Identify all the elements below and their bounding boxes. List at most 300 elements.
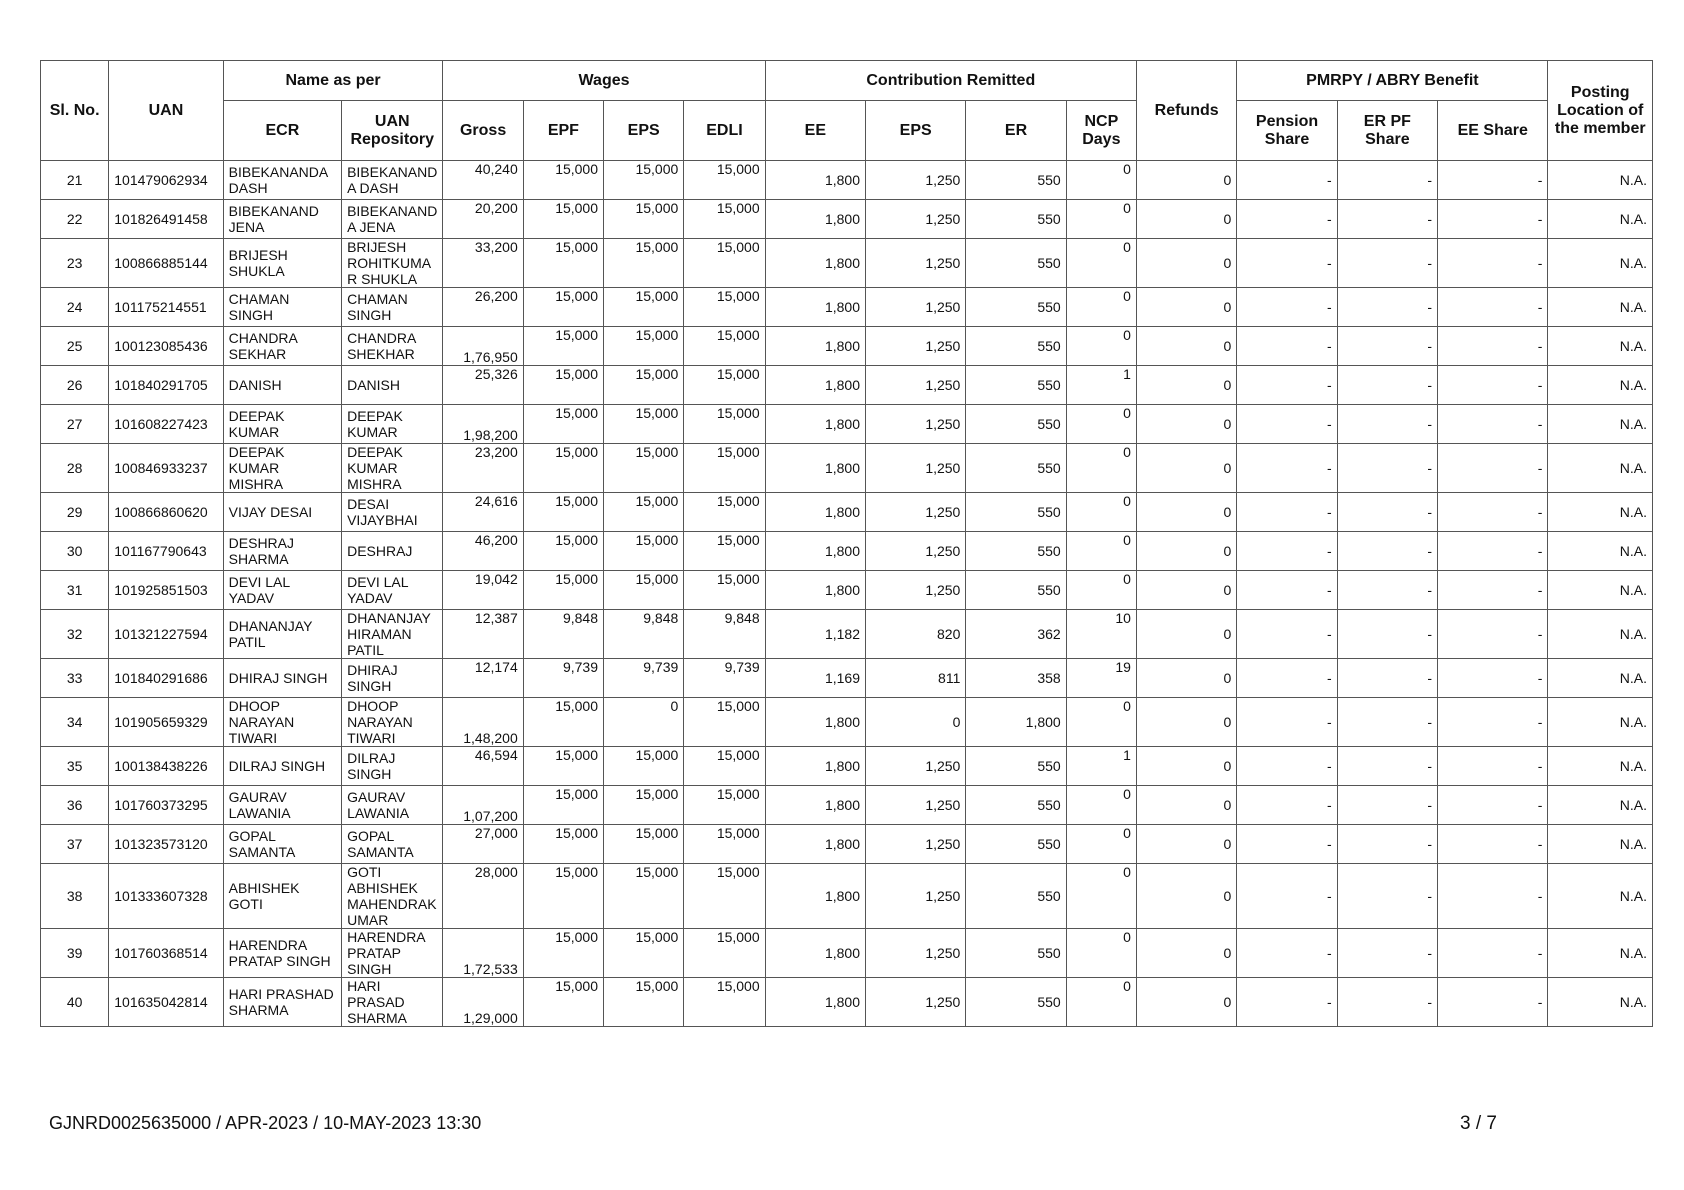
uan-cell: 101840291686 — [109, 659, 223, 698]
pension-share-cell: - — [1237, 239, 1337, 288]
er-pf-share-cell: - — [1337, 698, 1437, 747]
table-row — [41, 532, 1653, 571]
pension-share-cell: - — [1237, 610, 1337, 659]
sl-no-cell: 33 — [41, 659, 109, 698]
edli-wages-cell: 15,000 — [684, 200, 765, 239]
epf-wages-cell: 15,000 — [523, 532, 603, 571]
refunds-cell: 0 — [1136, 366, 1236, 405]
header-uan: UAN — [109, 61, 223, 161]
sl-no-cell: 21 — [41, 161, 109, 200]
epf-wages-cell: 15,000 — [523, 786, 603, 825]
eps-wages-cell: 0 — [604, 698, 684, 747]
pension-share-cell: - — [1237, 659, 1337, 698]
pension-share-cell: - — [1237, 161, 1337, 200]
eps-contribution-cell: 1,250 — [866, 327, 966, 366]
ee-share-cell: - — [1438, 978, 1548, 1027]
er-pf-share-cell: - — [1337, 610, 1437, 659]
table-row — [41, 161, 1653, 200]
sl-no-cell: 31 — [41, 571, 109, 610]
epf-wages-cell: 9,739 — [523, 659, 603, 698]
ee-contribution-cell: 1,800 — [765, 366, 865, 405]
ecr-name-cell: GOPAL SAMANTA — [223, 825, 341, 864]
refunds-cell: 0 — [1136, 327, 1236, 366]
gross-wages-cell: 1,29,000 — [443, 978, 523, 1027]
eps-contribution-cell: 1,250 — [866, 161, 966, 200]
page-number: 3 / 7 — [1460, 1113, 1497, 1134]
uan-cell: 101323573120 — [109, 825, 223, 864]
ee-share-cell: - — [1438, 571, 1548, 610]
uan-repository-name-cell: DHIRAJ SINGH — [342, 659, 443, 698]
eps-contribution-cell: 1,250 — [866, 747, 966, 786]
table-row — [41, 825, 1653, 864]
eps-wages-cell: 15,000 — [604, 929, 684, 978]
eps-contribution-cell: 1,250 — [866, 200, 966, 239]
uan-cell: 101479062934 — [109, 161, 223, 200]
footer-reference: GJNRD0025635000 / APR-2023 / 10-MAY-2023 13:30 — [49, 1113, 482, 1133]
ee-contribution-cell: 1,182 — [765, 610, 865, 659]
edli-wages-cell: 15,000 — [684, 532, 765, 571]
table-row — [41, 327, 1653, 366]
ee-share-cell: - — [1438, 747, 1548, 786]
ee-contribution-cell: 1,800 — [765, 200, 865, 239]
er-pf-share-cell: - — [1337, 288, 1437, 327]
ee-contribution-cell: 1,800 — [765, 786, 865, 825]
header-ee: EE — [765, 101, 865, 161]
posting-location-cell: N.A. — [1548, 200, 1653, 239]
ee-contribution-cell: 1,800 — [765, 405, 865, 444]
sl-no-cell: 32 — [41, 610, 109, 659]
er-pf-share-cell: - — [1337, 200, 1437, 239]
ee-contribution-cell: 1,800 — [765, 532, 865, 571]
uan-cell: 101167790643 — [109, 532, 223, 571]
eps-wages-cell: 15,000 — [604, 327, 684, 366]
pension-share-cell: - — [1237, 825, 1337, 864]
table-row — [41, 929, 1653, 978]
uan-cell: 100866885144 — [109, 239, 223, 288]
uan-cell: 101840291705 — [109, 366, 223, 405]
edli-wages-cell: 9,739 — [684, 659, 765, 698]
refunds-cell: 0 — [1136, 659, 1236, 698]
eps-wages-cell: 15,000 — [604, 405, 684, 444]
ee-share-cell: - — [1438, 327, 1548, 366]
pension-share-cell: - — [1237, 747, 1337, 786]
ncp-days-cell: 1 — [1066, 366, 1136, 405]
uan-cell: 101321227594 — [109, 610, 223, 659]
uan-repository-name-cell: GOPAL SAMANTA — [342, 825, 443, 864]
uan-repository-name-cell: DHOOP NARAYAN TIWARI — [342, 698, 443, 747]
table-row — [41, 493, 1653, 532]
ee-share-cell: - — [1438, 405, 1548, 444]
ee-share-cell: - — [1438, 929, 1548, 978]
pension-share-cell: - — [1237, 288, 1337, 327]
eps-contribution-cell: 1,250 — [866, 532, 966, 571]
ecr-name-cell: DILRAJ SINGH — [223, 747, 341, 786]
sl-no-cell: 22 — [41, 200, 109, 239]
gross-wages-cell: 23,200 — [443, 444, 523, 493]
uan-cell: 101635042814 — [109, 978, 223, 1027]
uan-cell: 101175214551 — [109, 288, 223, 327]
ee-share-cell: - — [1438, 864, 1548, 929]
posting-location-cell: N.A. — [1548, 366, 1653, 405]
sl-no-cell: 23 — [41, 239, 109, 288]
posting-location-cell: N.A. — [1548, 532, 1653, 571]
uan-cell: 101826491458 — [109, 200, 223, 239]
ee-share-cell: - — [1438, 200, 1548, 239]
edli-wages-cell: 15,000 — [684, 366, 765, 405]
ecr-name-cell: BIBEKANAND JENA — [223, 200, 341, 239]
ecr-name-cell: HARENDRA PRATAP SINGH — [223, 929, 341, 978]
sl-no-cell: 28 — [41, 444, 109, 493]
ecr-name-cell: DEEPAK KUMAR — [223, 405, 341, 444]
gross-wages-cell: 1,07,200 — [443, 786, 523, 825]
eps-contribution-cell: 1,250 — [866, 366, 966, 405]
pension-share-cell: - — [1237, 366, 1337, 405]
edli-wages-cell: 15,000 — [684, 825, 765, 864]
ncp-days-cell: 0 — [1066, 571, 1136, 610]
eps-contribution-cell: 1,250 — [866, 405, 966, 444]
eps-wages-cell: 15,000 — [604, 978, 684, 1027]
posting-location-cell: N.A. — [1548, 929, 1653, 978]
ecr-name-cell: ABHISHEK GOTI — [223, 864, 341, 929]
eps-wages-cell: 15,000 — [604, 864, 684, 929]
er-contribution-cell: 550 — [966, 444, 1066, 493]
epf-wages-cell: 15,000 — [523, 200, 603, 239]
ee-contribution-cell: 1,800 — [765, 571, 865, 610]
ecr-name-cell: GAURAV LAWANIA — [223, 786, 341, 825]
ncp-days-cell: 0 — [1066, 698, 1136, 747]
refunds-cell: 0 — [1136, 978, 1236, 1027]
eps-contribution-cell: 1,250 — [866, 571, 966, 610]
header-eps-wages: EPS — [604, 101, 684, 161]
eps-contribution-cell: 0 — [866, 698, 966, 747]
posting-location-cell: N.A. — [1548, 493, 1653, 532]
eps-contribution-cell: 1,250 — [866, 493, 966, 532]
uan-cell: 100138438226 — [109, 747, 223, 786]
header-name-as-per: Name as per — [223, 61, 443, 101]
sl-no-cell: 34 — [41, 698, 109, 747]
refunds-cell: 0 — [1136, 532, 1236, 571]
pension-share-cell: - — [1237, 786, 1337, 825]
posting-location-cell: N.A. — [1548, 610, 1653, 659]
gross-wages-cell: 28,000 — [443, 864, 523, 929]
ncp-days-cell: 0 — [1066, 493, 1136, 532]
uan-cell: 101905659329 — [109, 698, 223, 747]
epf-wages-cell: 15,000 — [523, 571, 603, 610]
eps-wages-cell: 15,000 — [604, 747, 684, 786]
header-er-pf-share: ER PF Share — [1337, 101, 1437, 161]
gross-wages-cell: 19,042 — [443, 571, 523, 610]
ecr-name-cell: DESHRAJ SHARMA — [223, 532, 341, 571]
posting-location-cell: N.A. — [1548, 327, 1653, 366]
refunds-cell: 0 — [1136, 444, 1236, 493]
uan-cell: 101760373295 — [109, 786, 223, 825]
table-row — [41, 698, 1653, 747]
sl-no-cell: 25 — [41, 327, 109, 366]
eps-contribution-cell: 820 — [866, 610, 966, 659]
ee-contribution-cell: 1,800 — [765, 493, 865, 532]
header-er: ER — [966, 101, 1066, 161]
er-pf-share-cell: - — [1337, 444, 1437, 493]
ecr-name-cell: DEEPAK KUMAR MISHRA — [223, 444, 341, 493]
eps-contribution-cell: 1,250 — [866, 978, 966, 1027]
er-contribution-cell: 550 — [966, 327, 1066, 366]
edli-wages-cell: 15,000 — [684, 929, 765, 978]
pension-share-cell: - — [1237, 978, 1337, 1027]
ee-contribution-cell: 1,800 — [765, 444, 865, 493]
header-ncp-days: NCP Days — [1066, 101, 1136, 161]
ee-contribution-cell: 1,800 — [765, 239, 865, 288]
ncp-days-cell: 0 — [1066, 532, 1136, 571]
posting-location-cell: N.A. — [1548, 747, 1653, 786]
uan-cell: 101608227423 — [109, 405, 223, 444]
pension-share-cell: - — [1237, 864, 1337, 929]
header-uan-repository: UAN Repository — [342, 101, 443, 161]
refunds-cell: 0 — [1136, 239, 1236, 288]
uan-cell: 100846933237 — [109, 444, 223, 493]
ee-share-cell: - — [1438, 288, 1548, 327]
sl-no-cell: 37 — [41, 825, 109, 864]
er-contribution-cell: 550 — [966, 288, 1066, 327]
table-row — [41, 864, 1653, 929]
sl-no-cell: 27 — [41, 405, 109, 444]
refunds-cell: 0 — [1136, 929, 1236, 978]
uan-cell: 100123085436 — [109, 327, 223, 366]
gross-wages-cell: 12,387 — [443, 610, 523, 659]
eps-contribution-cell: 1,250 — [866, 239, 966, 288]
ncp-days-cell: 19 — [1066, 659, 1136, 698]
eps-contribution-cell: 1,250 — [866, 825, 966, 864]
sl-no-cell: 38 — [41, 864, 109, 929]
eps-wages-cell: 15,000 — [604, 200, 684, 239]
posting-location-cell: N.A. — [1548, 405, 1653, 444]
uan-repository-name-cell: BIBEKANAND A JENA — [342, 200, 443, 239]
epf-wages-cell: 15,000 — [523, 161, 603, 200]
gross-wages-cell: 12,174 — [443, 659, 523, 698]
er-contribution-cell: 550 — [966, 786, 1066, 825]
posting-location-cell: N.A. — [1548, 659, 1653, 698]
er-pf-share-cell: - — [1337, 532, 1437, 571]
ee-contribution-cell: 1,169 — [765, 659, 865, 698]
posting-location-cell: N.A. — [1548, 978, 1653, 1027]
eps-contribution-cell: 1,250 — [866, 288, 966, 327]
epf-wages-cell: 15,000 — [523, 698, 603, 747]
epf-wages-cell: 15,000 — [523, 864, 603, 929]
er-pf-share-cell: - — [1337, 239, 1437, 288]
refunds-cell: 0 — [1136, 610, 1236, 659]
uan-cell: 101333607328 — [109, 864, 223, 929]
eps-contribution-cell: 1,250 — [866, 786, 966, 825]
refunds-cell: 0 — [1136, 864, 1236, 929]
refunds-cell: 0 — [1136, 825, 1236, 864]
eps-wages-cell: 15,000 — [604, 493, 684, 532]
uan-cell: 100866860620 — [109, 493, 223, 532]
edli-wages-cell: 9,848 — [684, 610, 765, 659]
ncp-days-cell: 0 — [1066, 444, 1136, 493]
er-pf-share-cell: - — [1337, 327, 1437, 366]
epf-wages-cell: 15,000 — [523, 929, 603, 978]
epf-wages-cell: 15,000 — [523, 444, 603, 493]
gross-wages-cell: 26,200 — [443, 288, 523, 327]
gross-wages-cell: 46,594 — [443, 747, 523, 786]
epf-wages-cell: 15,000 — [523, 288, 603, 327]
uan-repository-name-cell: DHANANJAY HIRAMAN PATIL — [342, 610, 443, 659]
er-pf-share-cell: - — [1337, 978, 1437, 1027]
posting-location-cell: N.A. — [1548, 825, 1653, 864]
uan-repository-name-cell: DILRAJ SINGH — [342, 747, 443, 786]
edli-wages-cell: 15,000 — [684, 405, 765, 444]
ecr-name-cell: DANISH — [223, 366, 341, 405]
ee-share-cell: - — [1438, 610, 1548, 659]
eps-wages-cell: 15,000 — [604, 825, 684, 864]
eps-wages-cell: 15,000 — [604, 239, 684, 288]
gross-wages-cell: 25,326 — [443, 366, 523, 405]
ncp-days-cell: 0 — [1066, 786, 1136, 825]
ecr-name-cell: DHOOP NARAYAN TIWARI — [223, 698, 341, 747]
header-epf: EPF — [523, 101, 603, 161]
er-pf-share-cell: - — [1337, 659, 1437, 698]
uan-cell: 101925851503 — [109, 571, 223, 610]
eps-contribution-cell: 1,250 — [866, 864, 966, 929]
er-contribution-cell: 550 — [966, 532, 1066, 571]
ecr-name-cell: CHANDRA SEKHAR — [223, 327, 341, 366]
gross-wages-cell: 40,240 — [443, 161, 523, 200]
er-contribution-cell: 362 — [966, 610, 1066, 659]
gross-wages-cell: 24,616 — [443, 493, 523, 532]
header-refunds: Refunds — [1136, 61, 1236, 161]
header-pmrpy-abry: PMRPY / ABRY Benefit — [1237, 61, 1548, 101]
ee-share-cell: - — [1438, 161, 1548, 200]
eps-wages-cell: 15,000 — [604, 444, 684, 493]
epf-wages-cell: 15,000 — [523, 493, 603, 532]
pension-share-cell: - — [1237, 405, 1337, 444]
header-posting-location: Posting Location of the member — [1548, 61, 1653, 161]
er-contribution-cell: 550 — [966, 747, 1066, 786]
edli-wages-cell: 15,000 — [684, 571, 765, 610]
ncp-days-cell: 0 — [1066, 161, 1136, 200]
pension-share-cell: - — [1237, 532, 1337, 571]
ncp-days-cell: 1 — [1066, 747, 1136, 786]
er-pf-share-cell: - — [1337, 864, 1437, 929]
ee-share-cell: - — [1438, 786, 1548, 825]
refunds-cell: 0 — [1136, 786, 1236, 825]
uan-repository-name-cell: DEVI LAL YADAV — [342, 571, 443, 610]
er-contribution-cell: 550 — [966, 864, 1066, 929]
eps-wages-cell: 15,000 — [604, 532, 684, 571]
er-pf-share-cell: - — [1337, 786, 1437, 825]
pension-share-cell: - — [1237, 200, 1337, 239]
uan-repository-name-cell: GAURAV LAWANIA — [342, 786, 443, 825]
table-row — [41, 444, 1653, 493]
er-pf-share-cell: - — [1337, 747, 1437, 786]
ncp-days-cell: 10 — [1066, 610, 1136, 659]
ee-contribution-cell: 1,800 — [765, 288, 865, 327]
uan-cell: 101760368514 — [109, 929, 223, 978]
er-contribution-cell: 550 — [966, 978, 1066, 1027]
er-contribution-cell: 550 — [966, 405, 1066, 444]
uan-repository-name-cell: DANISH — [342, 366, 443, 405]
ecr-name-cell: DHIRAJ SINGH — [223, 659, 341, 698]
ecr-name-cell: DHANANJAY PATIL — [223, 610, 341, 659]
edli-wages-cell: 15,000 — [684, 327, 765, 366]
table-row — [41, 239, 1653, 288]
sl-no-cell: 36 — [41, 786, 109, 825]
eps-contribution-cell: 1,250 — [866, 444, 966, 493]
edli-wages-cell: 15,000 — [684, 698, 765, 747]
ncp-days-cell: 0 — [1066, 825, 1136, 864]
edli-wages-cell: 15,000 — [684, 978, 765, 1027]
table-row — [41, 610, 1653, 659]
uan-repository-name-cell: BIBEKANAND A DASH — [342, 161, 443, 200]
gross-wages-cell: 1,98,200 — [443, 405, 523, 444]
pension-share-cell: - — [1237, 493, 1337, 532]
eps-wages-cell: 15,000 — [604, 786, 684, 825]
table-row — [41, 288, 1653, 327]
edli-wages-cell: 15,000 — [684, 864, 765, 929]
sl-no-cell: 40 — [41, 978, 109, 1027]
table-row — [41, 978, 1653, 1027]
gross-wages-cell: 1,48,200 — [443, 698, 523, 747]
ee-contribution-cell: 1,800 — [765, 978, 865, 1027]
er-pf-share-cell: - — [1337, 571, 1437, 610]
refunds-cell: 0 — [1136, 493, 1236, 532]
refunds-cell: 0 — [1136, 161, 1236, 200]
ecr-name-cell: HARI PRASHAD SHARMA — [223, 978, 341, 1027]
ee-share-cell: - — [1438, 659, 1548, 698]
epf-wages-cell: 15,000 — [523, 825, 603, 864]
uan-repository-name-cell: DEEPAK KUMAR — [342, 405, 443, 444]
ncp-days-cell: 0 — [1066, 929, 1136, 978]
refunds-cell: 0 — [1136, 288, 1236, 327]
uan-repository-name-cell: HARENDRA PRATAP SINGH — [342, 929, 443, 978]
ee-share-cell: - — [1438, 698, 1548, 747]
uan-repository-name-cell: BRIJESH ROHITKUMA R SHUKLA — [342, 239, 443, 288]
eps-wages-cell: 15,000 — [604, 161, 684, 200]
table-row — [41, 405, 1653, 444]
eps-contribution-cell: 811 — [866, 659, 966, 698]
refunds-cell: 0 — [1136, 747, 1236, 786]
ee-share-cell: - — [1438, 366, 1548, 405]
uan-repository-name-cell: HARI PRASAD SHARMA — [342, 978, 443, 1027]
pension-share-cell: - — [1237, 929, 1337, 978]
ee-contribution-cell: 1,800 — [765, 698, 865, 747]
refunds-cell: 0 — [1136, 200, 1236, 239]
er-contribution-cell: 550 — [966, 825, 1066, 864]
eps-wages-cell: 15,000 — [604, 288, 684, 327]
uan-repository-name-cell: GOTI ABHISHEK MAHENDRAK UMAR — [342, 864, 443, 929]
er-contribution-cell: 550 — [966, 571, 1066, 610]
table-row — [41, 571, 1653, 610]
edli-wages-cell: 15,000 — [684, 493, 765, 532]
table-header — [41, 61, 1653, 161]
er-contribution-cell: 550 — [966, 929, 1066, 978]
pension-share-cell: - — [1237, 327, 1337, 366]
table-row — [41, 200, 1653, 239]
ecr-member-table — [40, 60, 1653, 1027]
ncp-days-cell: 0 — [1066, 978, 1136, 1027]
epf-wages-cell: 15,000 — [523, 747, 603, 786]
eps-wages-cell: 15,000 — [604, 366, 684, 405]
header-sl-no: Sl. No. — [41, 61, 109, 161]
er-contribution-cell: 550 — [966, 366, 1066, 405]
edli-wages-cell: 15,000 — [684, 444, 765, 493]
ecr-name-cell: CHAMAN SINGH — [223, 288, 341, 327]
sl-no-cell: 26 — [41, 366, 109, 405]
header-ecr: ECR — [223, 101, 341, 161]
table-row — [41, 659, 1653, 698]
sl-no-cell: 35 — [41, 747, 109, 786]
refunds-cell: 0 — [1136, 698, 1236, 747]
ncp-days-cell: 0 — [1066, 864, 1136, 929]
